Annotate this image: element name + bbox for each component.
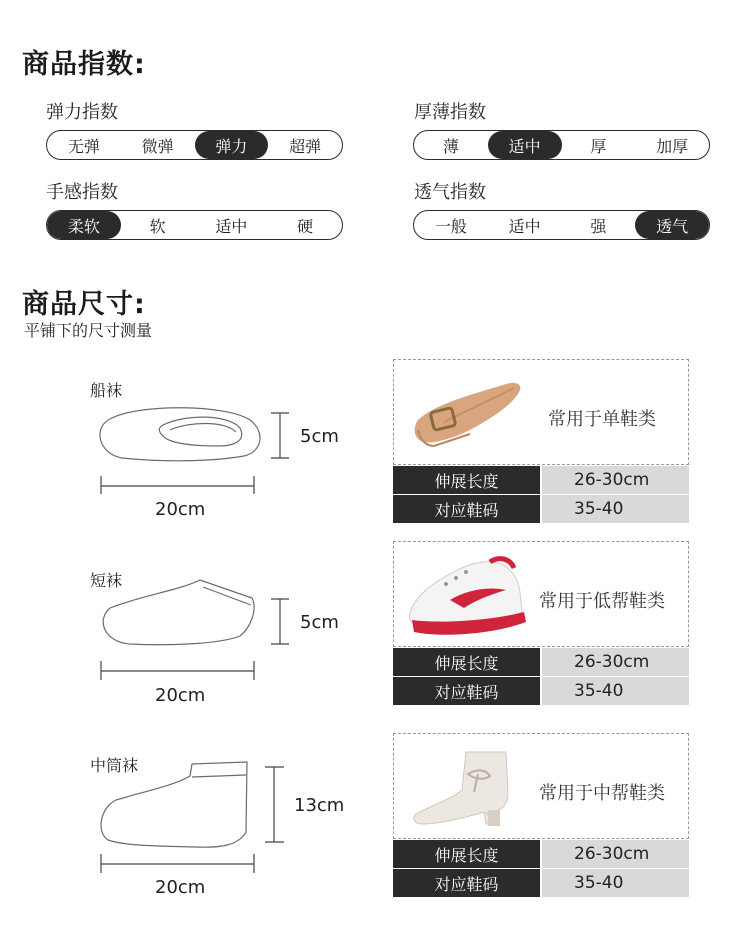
sock-height: 13cm — [294, 795, 345, 816]
spec-value: 26-30cm — [542, 466, 689, 494]
flat-shoe-image — [394, 360, 544, 466]
spec-key: 对应鞋码 — [393, 495, 540, 523]
spec-value: 26-30cm — [542, 840, 689, 868]
spec-row — [393, 869, 689, 897]
softness-option-selected: 柔软 — [47, 211, 121, 239]
spec-row — [393, 495, 689, 523]
section-subtitle: 平铺下的尺寸测量 — [24, 321, 153, 340]
spec-row — [393, 648, 689, 676]
spec-value: 35-40 — [542, 495, 689, 523]
index-label-breathability: 透气指数 — [414, 182, 486, 203]
thickness-option: 厚 — [590, 136, 607, 156]
sock-name: 中筒袜 — [90, 756, 139, 775]
ankle-sock-illustration — [103, 580, 254, 645]
boat-sock-illustration — [100, 408, 260, 461]
spec-row — [393, 466, 689, 494]
spec-value: 35-40 — [542, 677, 689, 705]
elasticity-option: 微弹 — [141, 136, 174, 156]
thickness-option: 加厚 — [656, 136, 689, 156]
elasticity-option: 超弹 — [289, 136, 322, 156]
sneaker-image — [394, 542, 544, 648]
spec-value: 26-30cm — [542, 648, 689, 676]
sock-name: 短袜 — [90, 571, 123, 590]
index-label-elasticity: 弹力指数 — [46, 102, 118, 123]
spec-key: 伸展长度 — [393, 466, 540, 494]
shoe-panel — [393, 733, 689, 839]
crew-sock-illustration — [101, 762, 247, 847]
index-label-softness: 手感指数 — [46, 182, 118, 203]
section-title-index: 商品指数: — [22, 49, 146, 80]
breathability-option: 强 — [590, 216, 607, 236]
breathability-option-selected: 透气 — [635, 211, 709, 239]
ankle-boot-image — [394, 734, 544, 840]
spec-row — [393, 677, 689, 705]
breathability-scale — [413, 210, 710, 240]
sock-length: 20cm — [155, 685, 206, 706]
breathability-option: 适中 — [508, 216, 541, 236]
shoe-panel — [393, 359, 689, 465]
shoe-category: 常用于中帮鞋类 — [539, 783, 665, 804]
shoe-panel — [393, 541, 689, 647]
spec-key: 对应鞋码 — [393, 677, 540, 705]
spec-key: 伸展长度 — [393, 840, 540, 868]
softness-option: 适中 — [215, 216, 248, 236]
softness-option: 软 — [149, 216, 166, 236]
sock-height: 5cm — [300, 426, 339, 447]
spec-row — [393, 840, 689, 868]
sock-height: 5cm — [300, 612, 339, 633]
sock-length: 20cm — [155, 499, 206, 520]
sock-length: 20cm — [155, 877, 206, 898]
thickness-option: 薄 — [442, 136, 459, 156]
shoe-category: 常用于单鞋类 — [548, 409, 656, 430]
spec-key: 伸展长度 — [393, 648, 540, 676]
softness-option: 硬 — [297, 216, 314, 236]
elasticity-option: 无弹 — [67, 136, 100, 156]
elasticity-option-selected: 弹力 — [195, 131, 269, 159]
shoe-category: 常用于低帮鞋类 — [539, 591, 665, 612]
index-label-thickness: 厚薄指数 — [414, 102, 486, 123]
spec-key: 对应鞋码 — [393, 869, 540, 897]
spec-value: 35-40 — [542, 869, 689, 897]
breathability-option: 一般 — [434, 216, 467, 236]
thickness-scale — [413, 130, 710, 160]
sock-name: 船袜 — [90, 381, 123, 400]
section-title-size: 商品尺寸: — [22, 289, 146, 320]
thickness-option-selected: 适中 — [488, 131, 562, 159]
